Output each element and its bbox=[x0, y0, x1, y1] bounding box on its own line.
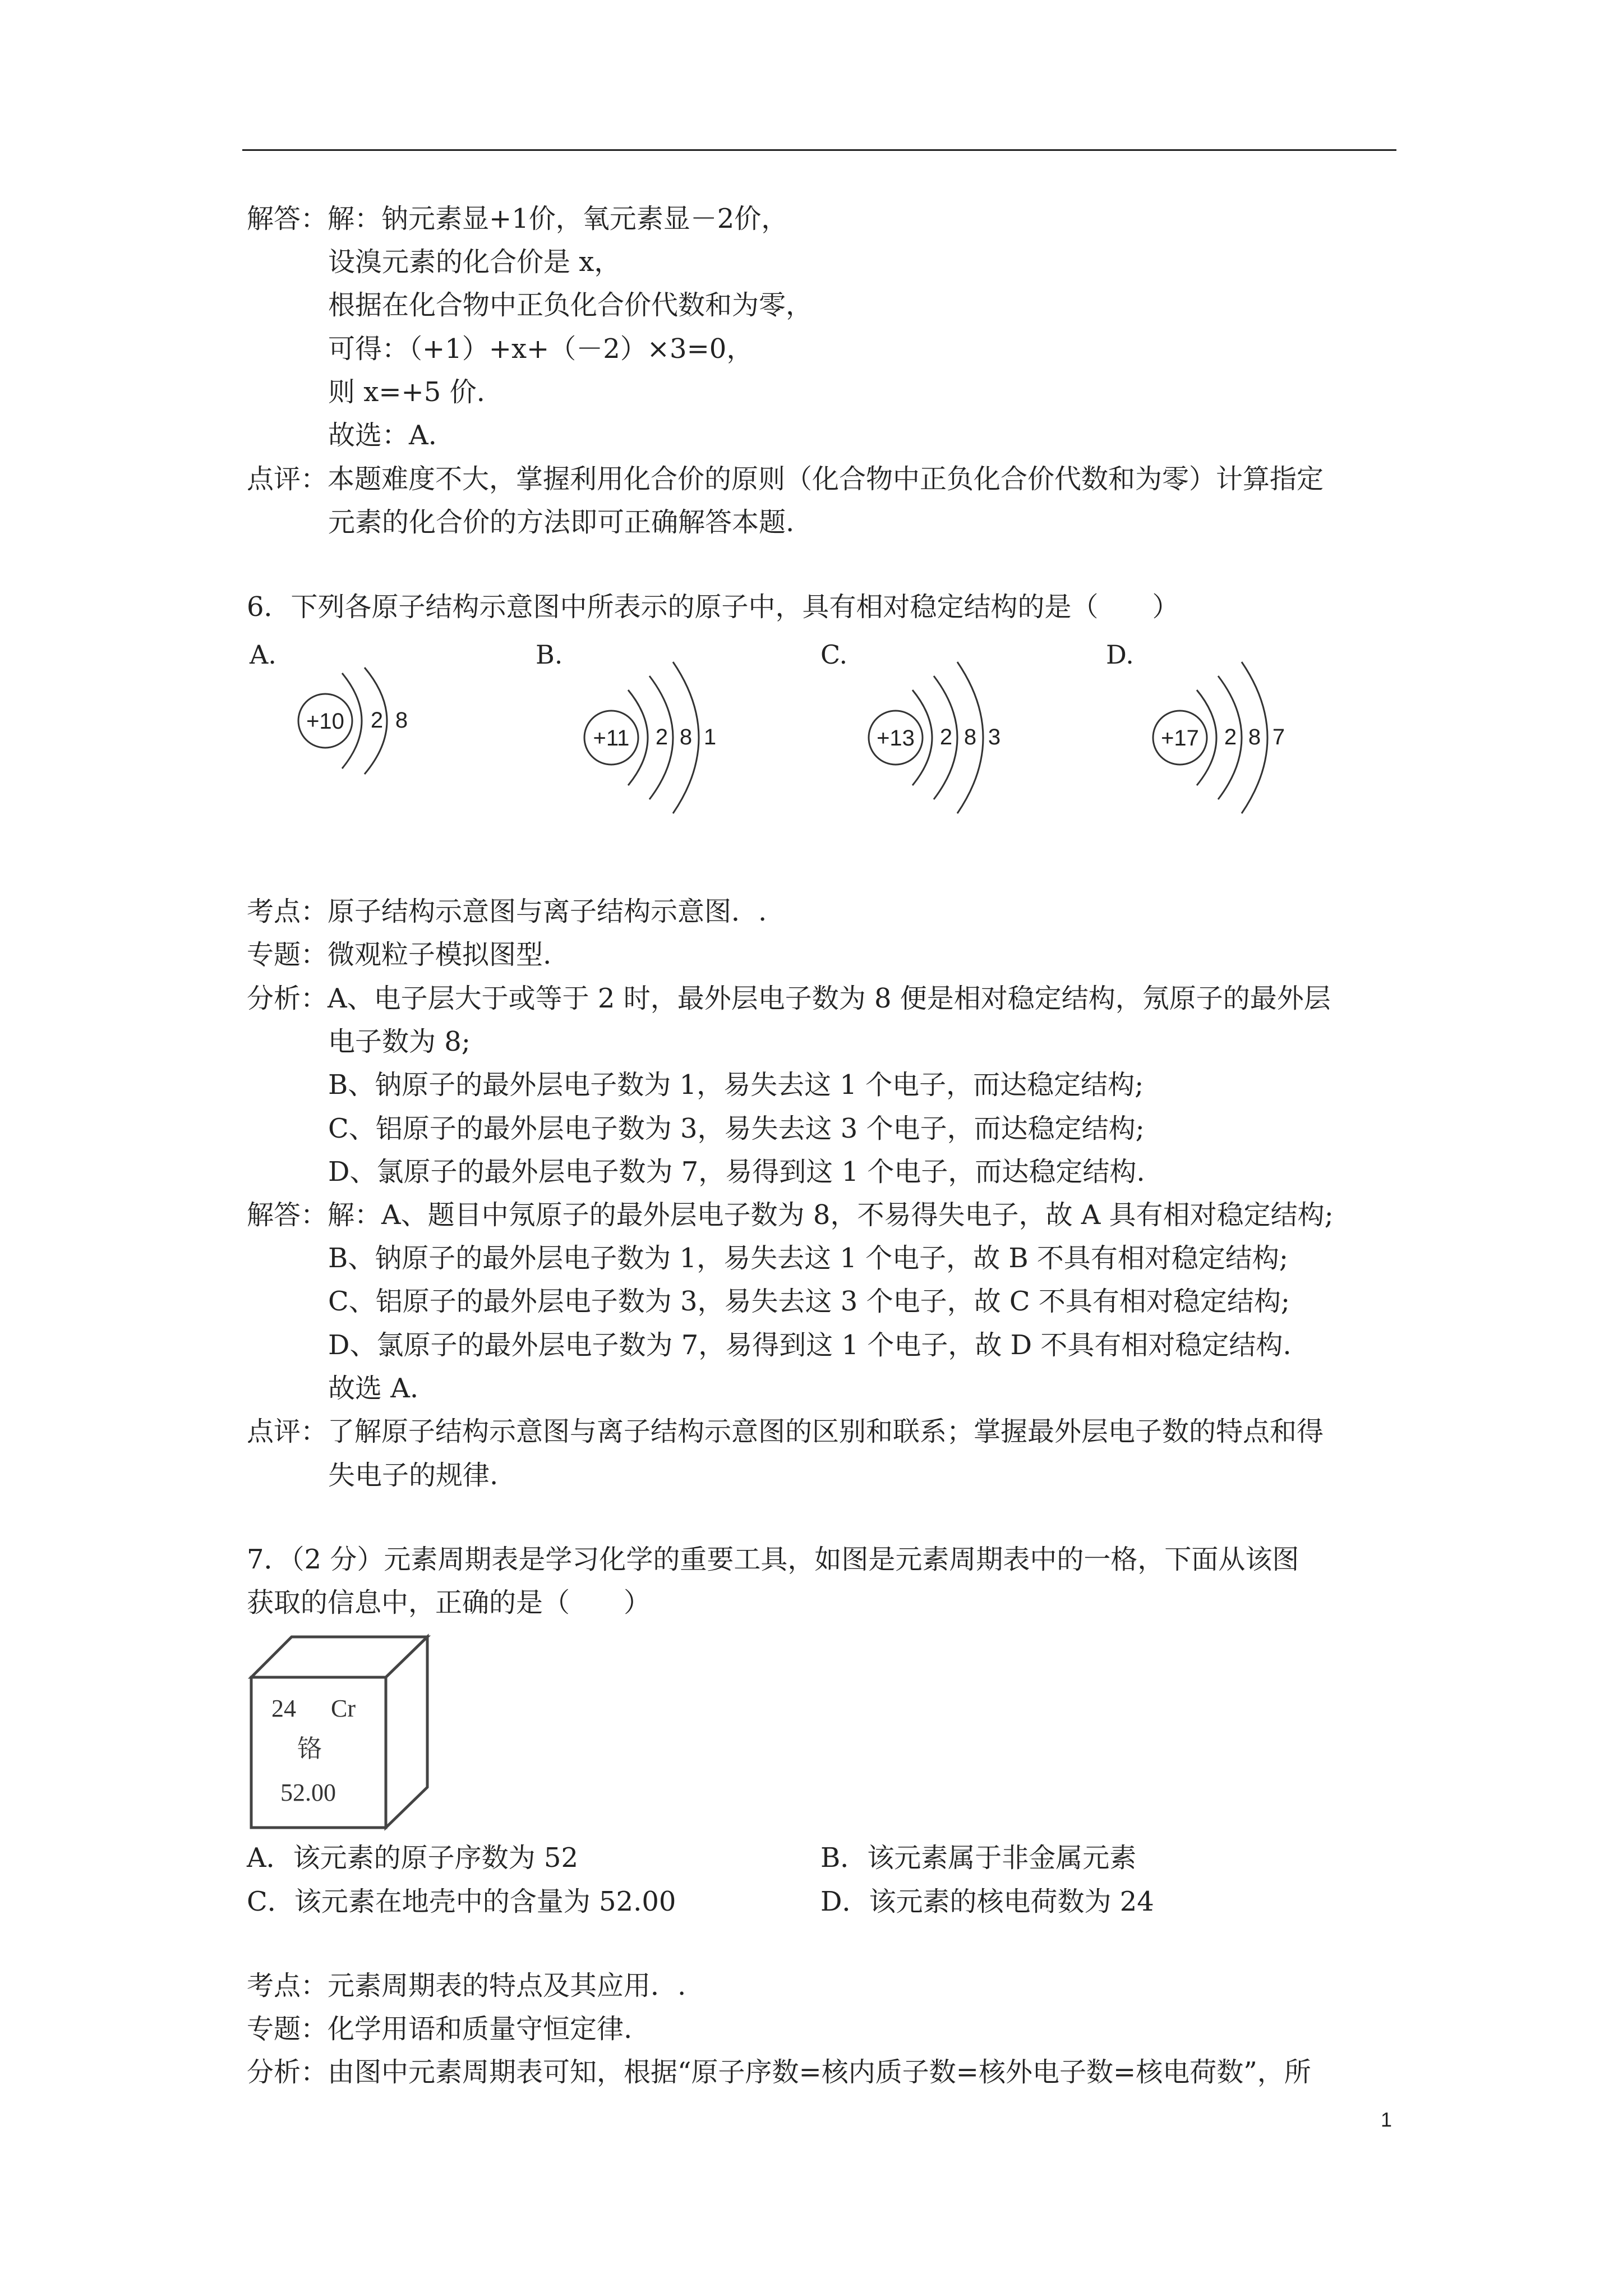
atom-diagram-b bbox=[578, 656, 746, 825]
page-number: 1 bbox=[1381, 2108, 1393, 2131]
q7-question-line1: 7．（2 分）元素周期表是学习化学的重要工具，如图是元素周期表中的一格，下面从该图 bbox=[247, 1544, 1299, 1575]
shell-electron-count: 8 bbox=[1248, 725, 1261, 749]
header-rule bbox=[242, 149, 1396, 151]
q7-analysis-line1: 分析：由图中元素周期表可知，根据“原子序数=核内质子数=核外电子数=核电荷数”，所 bbox=[247, 2056, 1311, 2088]
q7-question-line2: 获取的信息中，正确的是（ ） bbox=[247, 1587, 651, 1618]
shell-electron-count: 2 bbox=[655, 725, 668, 749]
q6-option-a-label: A. bbox=[250, 639, 276, 670]
element-mass: 52.00 bbox=[280, 1779, 336, 1806]
q6-analysis-line5: D、氯原子的最外层电子数为 7，易得到这 1 个电子，而达稳定结构. bbox=[328, 1156, 1145, 1188]
q6-answer-line4: D、氯原子的最外层电子数为 7，易得到这 1 个电子，故 D 不具有相对稳定结构. bbox=[328, 1329, 1292, 1361]
sec5-answer-line6: 故选：A. bbox=[328, 420, 437, 451]
sec5-comment-line1: 点评：本题难度不大，掌握利用化合价的原则（化合物中正负化合价代数和为零）计算指定 bbox=[247, 463, 1324, 495]
q6-answer-line5: 故选 A. bbox=[328, 1373, 419, 1404]
q7-option-b: B．该元素属于非金属元素 bbox=[820, 1842, 1137, 1874]
q6-comment-line2: 失电子的规律. bbox=[328, 1460, 499, 1491]
q6-option-d-label: D. bbox=[1106, 639, 1134, 670]
q6-zhuanti: 专题：微观粒子模拟图型. bbox=[247, 939, 552, 970]
atom-diagram-c bbox=[862, 656, 1030, 825]
periodic-table-cell bbox=[247, 1632, 437, 1834]
q6-question: 6．下列各原子结构示意图中所表示的原子中，具有相对稳定结构的是（ ） bbox=[247, 591, 1179, 623]
sec5-answer-line5: 则 x=+5 价. bbox=[328, 376, 485, 408]
shell-electron-count: 2 bbox=[939, 725, 953, 749]
shell-electron-count: 2 bbox=[370, 708, 384, 733]
element-name: 铬 bbox=[297, 1735, 322, 1763]
q7-kaodian: 考点：元素周期表的特点及其应用．. bbox=[247, 1970, 686, 2001]
sec5-answer-line1: 解答：解：钠元素显+1价，氧元素显－2价， bbox=[247, 203, 789, 234]
element-atomic-number: 24 bbox=[271, 1695, 296, 1722]
q7-zhuanti: 专题：化学用语和质量守恒定律. bbox=[247, 2013, 633, 2045]
shell-electron-count: 7 bbox=[1272, 725, 1285, 749]
element-symbol: Cr bbox=[331, 1695, 356, 1722]
nucleus-charge: +11 bbox=[593, 726, 630, 751]
q6-analysis-line3: B、钠原子的最外层电子数为 1，易失去这 1 个电子，而达稳定结构; bbox=[328, 1069, 1144, 1101]
q6-analysis-line2: 电子数为 8; bbox=[328, 1026, 471, 1057]
q6-comment-line1: 点评：了解原子结构示意图与离子结构示意图的区别和联系；掌握最外层电子数的特点和得 bbox=[247, 1416, 1324, 1447]
shell-electron-count: 8 bbox=[395, 708, 408, 733]
nucleus-charge: +13 bbox=[877, 726, 915, 751]
nucleus-charge: +17 bbox=[1161, 726, 1199, 751]
q6-analysis-line1: 分析：A、电子层大于或等于 2 时，最外层电子数为 8 便是相对稳定结构，氖原子的最外层 bbox=[247, 983, 1331, 1014]
q6-answer-line2: B、钠原子的最外层电子数为 1，易失去这 1 个电子，故 B 不具有相对稳定结构; bbox=[328, 1243, 1289, 1274]
shell-electron-count: 3 bbox=[988, 725, 1001, 749]
shell-electron-count: 8 bbox=[963, 725, 977, 749]
q7-option-a: A．该元素的原子序数为 52 bbox=[247, 1842, 579, 1874]
shell-electron-count: 2 bbox=[1224, 725, 1237, 749]
shell-electron-count: 1 bbox=[703, 725, 717, 749]
sec5-comment-line2: 元素的化合价的方法即可正确解答本题. bbox=[328, 507, 795, 538]
q6-option-b-label: B. bbox=[536, 639, 563, 670]
q6-option-c-label: C. bbox=[820, 639, 848, 670]
sec5-answer-line3: 根据在化合物中正负化合价代数和为零， bbox=[328, 289, 813, 321]
shell-electron-count: 8 bbox=[679, 725, 693, 749]
atom-diagram-a bbox=[292, 639, 460, 808]
q6-answer-line3: C、铝原子的最外层电子数为 3，易失去这 3 个电子，故 C 不具有相对稳定结构; bbox=[328, 1286, 1290, 1317]
q6-kaodian: 考点：原子结构示意图与离子结构示意图．. bbox=[247, 896, 767, 927]
sec5-answer-line2: 设溴元素的化合价是 x， bbox=[328, 246, 621, 278]
q7-option-d: D．该元素的核电荷数为 24 bbox=[820, 1886, 1154, 1917]
q7-option-c: C．该元素在地壳中的含量为 52.00 bbox=[247, 1886, 676, 1917]
nucleus-charge: +10 bbox=[306, 709, 344, 734]
sec5-answer-line4: 可得：（+1）+x+（－2）×3=0， bbox=[328, 333, 754, 365]
atom-diagram-d bbox=[1146, 656, 1315, 825]
q6-analysis-line4: C、铝原子的最外层电子数为 3，易失去这 3 个电子，而达稳定结构; bbox=[328, 1113, 1145, 1144]
q6-answer-line1: 解答：解：A、题目中氖原子的最外层电子数为 8，不易得失电子，故 A 具有相对稳定结构; bbox=[247, 1199, 1334, 1231]
